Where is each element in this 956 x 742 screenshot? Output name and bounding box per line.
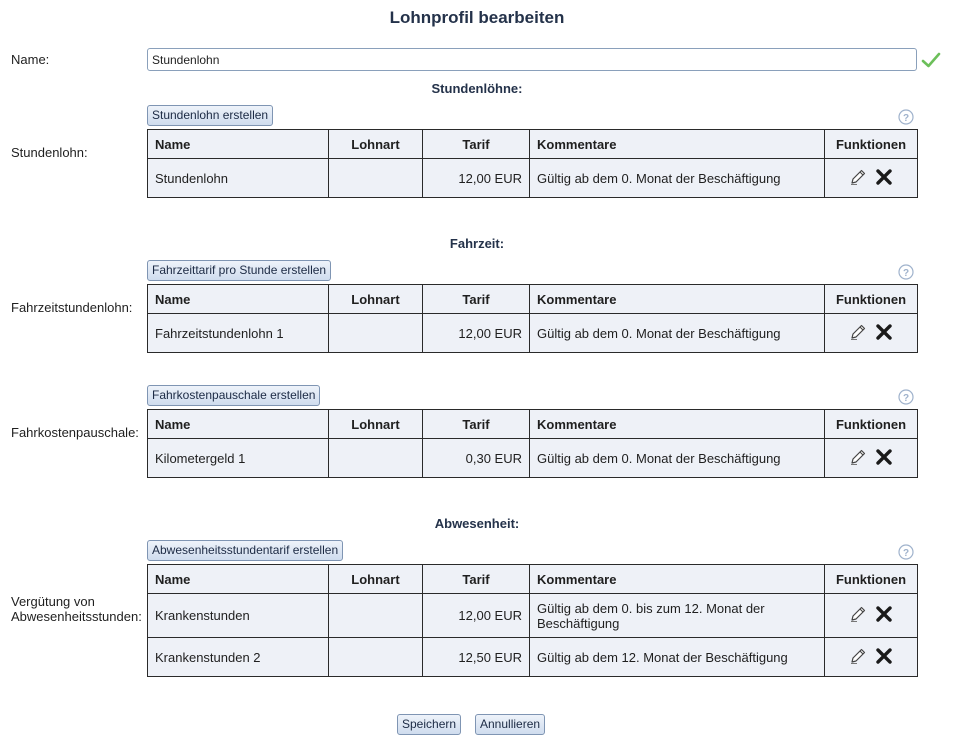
cell-kommentar: Gültig ab dem 0. Monat der Beschäftigung	[530, 314, 825, 353]
cell-lohnart	[329, 314, 423, 353]
cancel-button[interactable]: Annullieren	[475, 714, 545, 735]
name-label: Name:	[11, 52, 50, 67]
column-header-tarif: Tarif	[423, 130, 530, 159]
table-header-row	[148, 565, 918, 594]
cell-lohnart	[329, 439, 423, 478]
svg-text:?: ?	[902, 113, 910, 124]
column-header-lohnart: Lohnart	[329, 410, 423, 439]
cell-funktionen	[825, 439, 918, 478]
section-heading-abwesenheit: Abwesenheit:	[434, 516, 520, 531]
pencil-icon[interactable]	[849, 323, 867, 341]
abwesenheit-table	[147, 564, 918, 677]
column-header-name: Name	[148, 130, 329, 159]
create-fahrkostenpauschale-button[interactable]: Fahrkostenpauschale erstellen	[147, 385, 320, 406]
column-header-name: Name	[148, 565, 329, 594]
svg-text:?: ?	[902, 268, 910, 279]
save-button[interactable]: Speichern	[397, 714, 461, 735]
section-heading-fahrzeit: Fahrzeit:	[449, 236, 505, 251]
column-header-name: Name	[148, 410, 329, 439]
help-circle-icon[interactable]	[898, 544, 914, 560]
cell-name: Krankenstunden 2	[148, 638, 329, 677]
cell-name: Stundenlohn	[148, 159, 329, 198]
close-x-icon[interactable]	[875, 647, 893, 665]
pencil-icon[interactable]	[849, 647, 867, 665]
cell-name: Krankenstunden	[148, 594, 329, 638]
column-header-lohnart: Lohnart	[329, 285, 423, 314]
close-x-icon[interactable]	[875, 323, 893, 341]
svg-text:?: ?	[902, 393, 910, 404]
column-header-kommentare: Kommentare	[530, 410, 825, 439]
cell-kommentar: Gültig ab dem 0. Monat der Beschäftigung	[530, 439, 825, 478]
column-header-kommentare: Kommentare	[530, 285, 825, 314]
cell-tarif: 12,00 EUR	[423, 159, 530, 198]
column-header-kommentare: Kommentare	[530, 130, 825, 159]
cell-funktionen	[825, 314, 918, 353]
pencil-icon[interactable]	[849, 605, 867, 623]
cell-kommentar: Gültig ab dem 12. Monat der Beschäftigung	[530, 638, 825, 677]
column-header-lohnart: Lohnart	[329, 130, 423, 159]
cell-kommentar: Gültig ab dem 0. bis zum 12. Monat der Beschäftigung	[530, 594, 825, 638]
pencil-icon[interactable]	[849, 448, 867, 466]
svg-text:?: ?	[902, 548, 910, 559]
column-header-funktionen: Funktionen	[825, 130, 918, 159]
table-row	[148, 314, 918, 353]
column-header-kommentare: Kommentare	[530, 565, 825, 594]
help-circle-icon[interactable]	[898, 109, 914, 125]
column-header-tarif: Tarif	[423, 410, 530, 439]
cell-tarif: 12,50 EUR	[423, 638, 530, 677]
column-header-funktionen: Funktionen	[825, 285, 918, 314]
create-abwesenheitsstundentarif-button[interactable]: Abwesenheitsstundentarif erstellen	[147, 540, 343, 561]
cell-funktionen	[825, 594, 918, 638]
fahrkostenpauschale-label: Fahrkostenpauschale:	[11, 425, 139, 440]
column-header-name: Name	[148, 285, 329, 314]
table-header-row	[148, 285, 918, 314]
column-header-funktionen: Funktionen	[825, 410, 918, 439]
name-input[interactable]	[147, 48, 917, 71]
verguetung-label-line1: Vergütung von	[11, 594, 95, 609]
cell-name: Kilometergeld 1	[148, 439, 329, 478]
section-heading-stundenloehne: Stundenlöhne:	[431, 81, 523, 96]
close-x-icon[interactable]	[875, 605, 893, 623]
fahrkosten-table	[147, 409, 918, 478]
column-header-tarif: Tarif	[423, 285, 530, 314]
column-header-funktionen: Funktionen	[825, 565, 918, 594]
checkmark-icon	[921, 50, 941, 70]
cell-lohnart	[329, 159, 423, 198]
table-row	[148, 439, 918, 478]
cell-lohnart	[329, 638, 423, 677]
cell-tarif: 12,00 EUR	[423, 594, 530, 638]
fahrzeit-table	[147, 284, 918, 353]
cell-funktionen	[825, 638, 918, 677]
table-row	[148, 159, 918, 198]
create-stundenlohn-button[interactable]: Stundenlohn erstellen	[147, 105, 273, 126]
verguetung-abwesenheit-label	[11, 594, 142, 624]
page-title: Lohnprofil bearbeiten	[389, 8, 565, 27]
stundenlohn-table	[147, 129, 918, 198]
table-row	[148, 594, 918, 638]
table-header-row	[148, 410, 918, 439]
column-header-lohnart: Lohnart	[329, 565, 423, 594]
table-row	[148, 638, 918, 677]
cell-name: Fahrzeitstundenlohn 1	[148, 314, 329, 353]
fahrzeitstundenlohn-label: Fahrzeitstundenlohn:	[11, 300, 133, 315]
cell-funktionen	[825, 159, 918, 198]
cell-kommentar: Gültig ab dem 0. Monat der Beschäftigung	[530, 159, 825, 198]
table-header-row	[148, 130, 918, 159]
cell-lohnart	[329, 594, 423, 638]
close-x-icon[interactable]	[875, 448, 893, 466]
help-circle-icon[interactable]	[898, 264, 914, 280]
help-circle-icon[interactable]	[898, 389, 914, 405]
pencil-icon[interactable]	[849, 168, 867, 186]
create-fahrzeittarif-button[interactable]: Fahrzeittarif pro Stunde erstellen	[147, 260, 331, 281]
verguetung-label-line2: Abwesenheitsstunden:	[11, 609, 142, 624]
stundenlohn-label: Stundenlohn:	[11, 145, 88, 160]
column-header-tarif: Tarif	[423, 565, 530, 594]
cell-tarif: 12,00 EUR	[423, 314, 530, 353]
close-x-icon[interactable]	[875, 168, 893, 186]
cell-tarif: 0,30 EUR	[423, 439, 530, 478]
